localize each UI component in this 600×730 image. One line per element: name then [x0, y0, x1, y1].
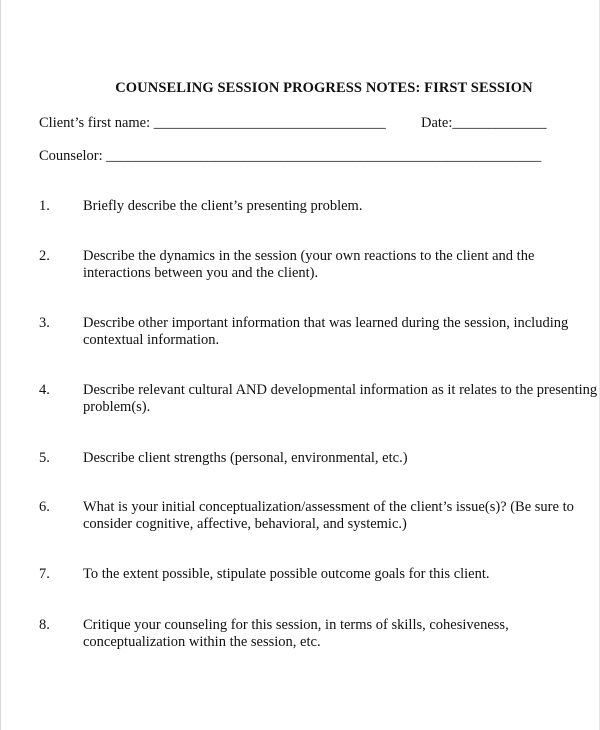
question-line: conceptualization within the session, etc. — [83, 634, 321, 650]
question-number: 1. — [39, 198, 50, 214]
question-text — [83, 566, 599, 583]
question-line: What is your initial conceptualization/assessment of the client’s issue(s)? (Be sure to — [83, 499, 574, 515]
question-line: Describe relevant cultural AND developmental information as it relates to the presenting — [83, 382, 598, 398]
date-field: Date:_____________ — [421, 115, 547, 131]
question-line: Critique your counseling for this session, in terms of skills, cohesiveness, — [83, 617, 509, 633]
question-number: 6. — [39, 499, 50, 515]
question-number: 8. — [39, 617, 50, 633]
question-text — [83, 617, 599, 651]
question-number: 2. — [39, 248, 50, 264]
question-line: contextual information. — [83, 332, 220, 348]
question-text — [83, 450, 599, 467]
question-number: 5. — [39, 450, 50, 466]
client-name-field: Client’s first name: ________________________________ — [39, 115, 386, 131]
question-number: 3. — [39, 315, 50, 331]
question-line: Describe other important information that was learned during the session, including — [83, 315, 569, 331]
question-line: Briefly describe the client’s presenting problem. — [83, 198, 363, 214]
page-title: COUNSELING SESSION PROGRESS NOTES: FIRST SESSION — [115, 80, 533, 96]
question-text — [83, 248, 599, 282]
question-text — [83, 499, 599, 533]
question-text — [83, 315, 599, 349]
counselor-field: Counselor: ____________________________________________________________ — [39, 148, 542, 164]
question-line: To the extent possible, stipulate possible outcome goals for this client. — [83, 566, 490, 582]
question-text — [83, 198, 599, 215]
question-line: consider cognitive, affective, behavioral, and systemic.) — [83, 516, 407, 532]
question-number: 7. — [39, 566, 50, 582]
question-line: interactions between you and the client). — [83, 265, 319, 281]
question-line: Describe the dynamics in the session (your own reactions to the client and the — [83, 248, 535, 264]
question-number: 4. — [39, 382, 50, 398]
question-line: Describe client strengths (personal, environmental, etc.) — [83, 450, 408, 466]
question-line: problem(s). — [83, 399, 151, 415]
question-text — [83, 382, 599, 416]
